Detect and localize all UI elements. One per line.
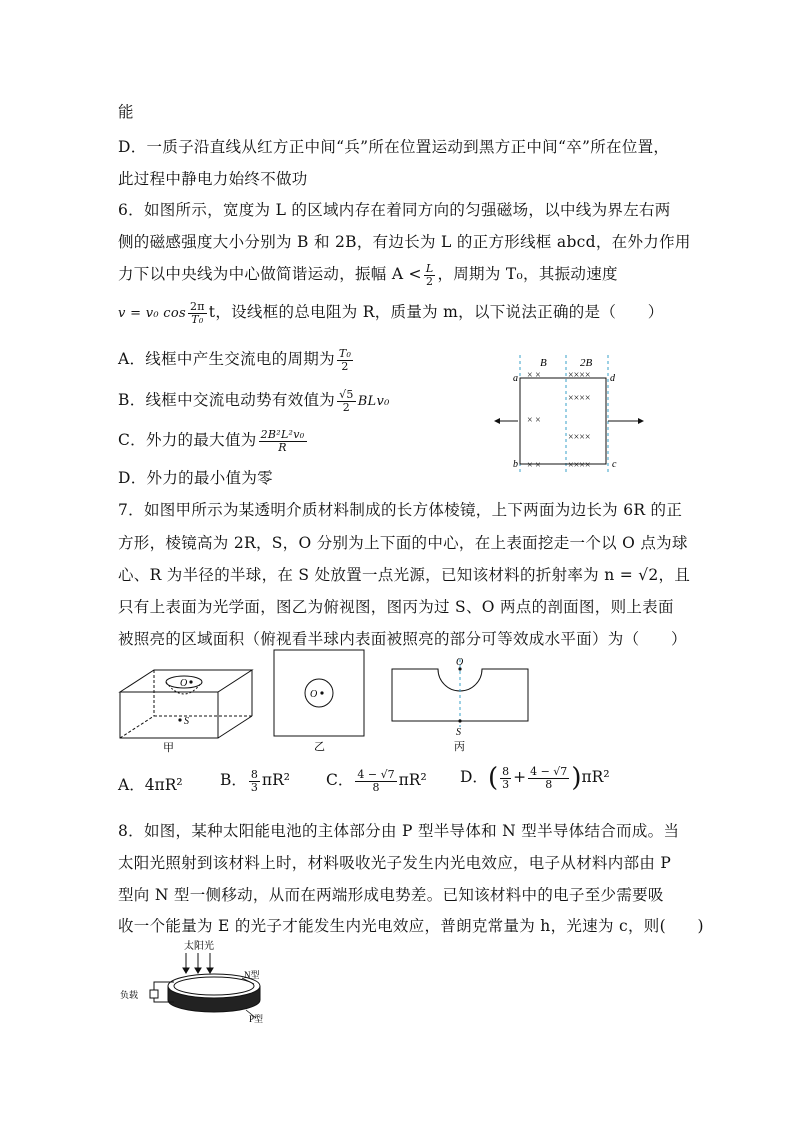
svg-text:d: d [610,373,615,384]
q7-fig-label-jia: 甲 [163,742,174,754]
svg-text:c: c [612,459,617,470]
q8-fig-label-sunlight: 太阳光 [184,941,214,952]
q7-stem-line5: 被照亮的区域面积（俯视看半球内表面被照亮的部分可等效成水平面）为（ ） [118,630,687,648]
q6-stem-line1: 6．如图所示，宽度为 L 的区域内存在着同方向的匀强磁场，以中线为界左右两 [118,201,671,219]
q8-stem-line2: 太阳光照射到该材料上时，材料吸收光子发生内光电效应，电子从材料内部由 P [118,854,672,872]
q5-tail-text: 能 [118,103,134,121]
q8-fig-label-load: 负载 [120,990,139,1000]
svg-text:a: a [513,373,518,384]
q6-option-b: B．线框中交流电动势有效值为 $\frac{√5}{2}$ BLv₀ [118,387,390,414]
q7-fig-label-yi: 乙 [314,741,325,753]
q8-stem-line4: 收一个能量为 E 的光子才能发生内光电效应，普朗克常量为 h，光速为 c，则( ) [118,917,704,935]
q6-line3-text-b: ，周期为 T₀，其振动速度 [437,265,618,283]
svg-text:××××: ×××× [568,460,591,471]
q6-velocity-expr: v = v₀ cos [118,306,186,321]
q6-stem-line4 [118,300,664,326]
svg-text:××××: ×××× [568,393,591,404]
q8-stem-line3: 型向 N 型一侧移动，从而在两端形成电势差。已知该材料中的电子至少需要吸 [118,886,664,904]
svg-text:××××: ×××× [568,370,591,381]
svg-text:× ×: × × [527,370,541,381]
svg-text:× ×: × × [527,460,541,471]
svg-text:b: b [513,459,518,470]
q7-figure-yi [272,648,368,754]
q6-option-c: C．外力的最大值为 $\frac{\text{2B²L²v₀}}{R}$ [118,427,305,454]
svg-text:O: O [456,657,464,668]
q5-option-d-line2: 此过程中静电力始终不做功 [118,170,308,188]
svg-text:S: S [184,716,189,727]
q8-fig-label-p: P型 [249,1014,264,1024]
q6-fig-label-2B: 2B [580,357,593,369]
q7-option-c: C． $\frac{4 - √7}{8}$ πR² [326,767,427,794]
q6-stem-line2: 侧的磁感强度大小分别为 B 和 2B，有边长为 L 的正方形线框 abcd，在外力作用 [118,233,691,251]
svg-text:O: O [180,678,188,689]
q6-line3-text-a: 力下以中央线为中心做简谐运动，振幅 A < [118,265,422,283]
q6-amplitude-fraction: $\frac{L}{2}$ [425,261,434,288]
q6-omega-fraction: $\frac{2\pi}{\text{T₀}}$ [189,299,205,326]
q7-figure-jia [118,662,254,754]
q7-option-b: B． $\frac{8}{3}$ πR² [220,767,290,794]
q7-stem-line4: 只有上表面为光学面，图乙为俯视图，图丙为过 S、O 两点的剖面图，则上表面 [118,598,674,616]
svg-text:S: S [456,727,461,738]
svg-text:× ×: × × [527,415,541,426]
q7-stem-line1: 7．如图甲所示为某透明介质材料制成的长方体棱镜，上下两面为边长为 6R 的正 [118,501,683,519]
q8-fig-label-n: N型 [244,970,260,980]
q6-option-d: D．外力的最小值为零 [118,469,273,487]
q7-option-a: A．4πR² [118,776,183,794]
q6-stem-line3 [118,262,618,288]
q8-solar-cell-figure [118,938,278,1024]
q8-stem-line1: 8．如图，某种太阳能电池的主体部分由 P 型半导体和 N 型半导体结合而成。当 [118,822,680,840]
q7-option-d: D．( $\frac{8}{3}$ + $\frac{4 - √7}{8}$ )πR² [460,763,610,793]
q7-figure-bing [390,655,532,755]
q6-fig-label-B: B [540,357,547,369]
svg-text:××××: ×××× [568,432,591,443]
q6-line4-text-b: t，设线框的总电阻为 R，质量为 m，以下说法正确的是（ ） [208,303,664,321]
q7-stem-line2: 方形，棱镜高为 2R，S，O 分别为上下面的中心，在上表面挖走一个以 O 点为球 [118,534,688,552]
q7-stem-line3: 心、R 为半径的半球，在 S 处放置一点光源，已知该材料的折射率为 n = √2，且 [118,566,691,584]
svg-text:O: O [310,689,318,700]
q6-magnetic-field-figure [490,350,650,475]
q7-fig-label-bing: 丙 [454,741,465,753]
q5-option-d-line1: D．一质子沿直线从红方正中间“兵”所在位置运动到黑方正中间“卒”所在位置， [118,138,670,156]
q6-option-a: A．线框中产生交流电的周期为 $\frac{\text{T₀}}{2}$ [118,346,352,373]
